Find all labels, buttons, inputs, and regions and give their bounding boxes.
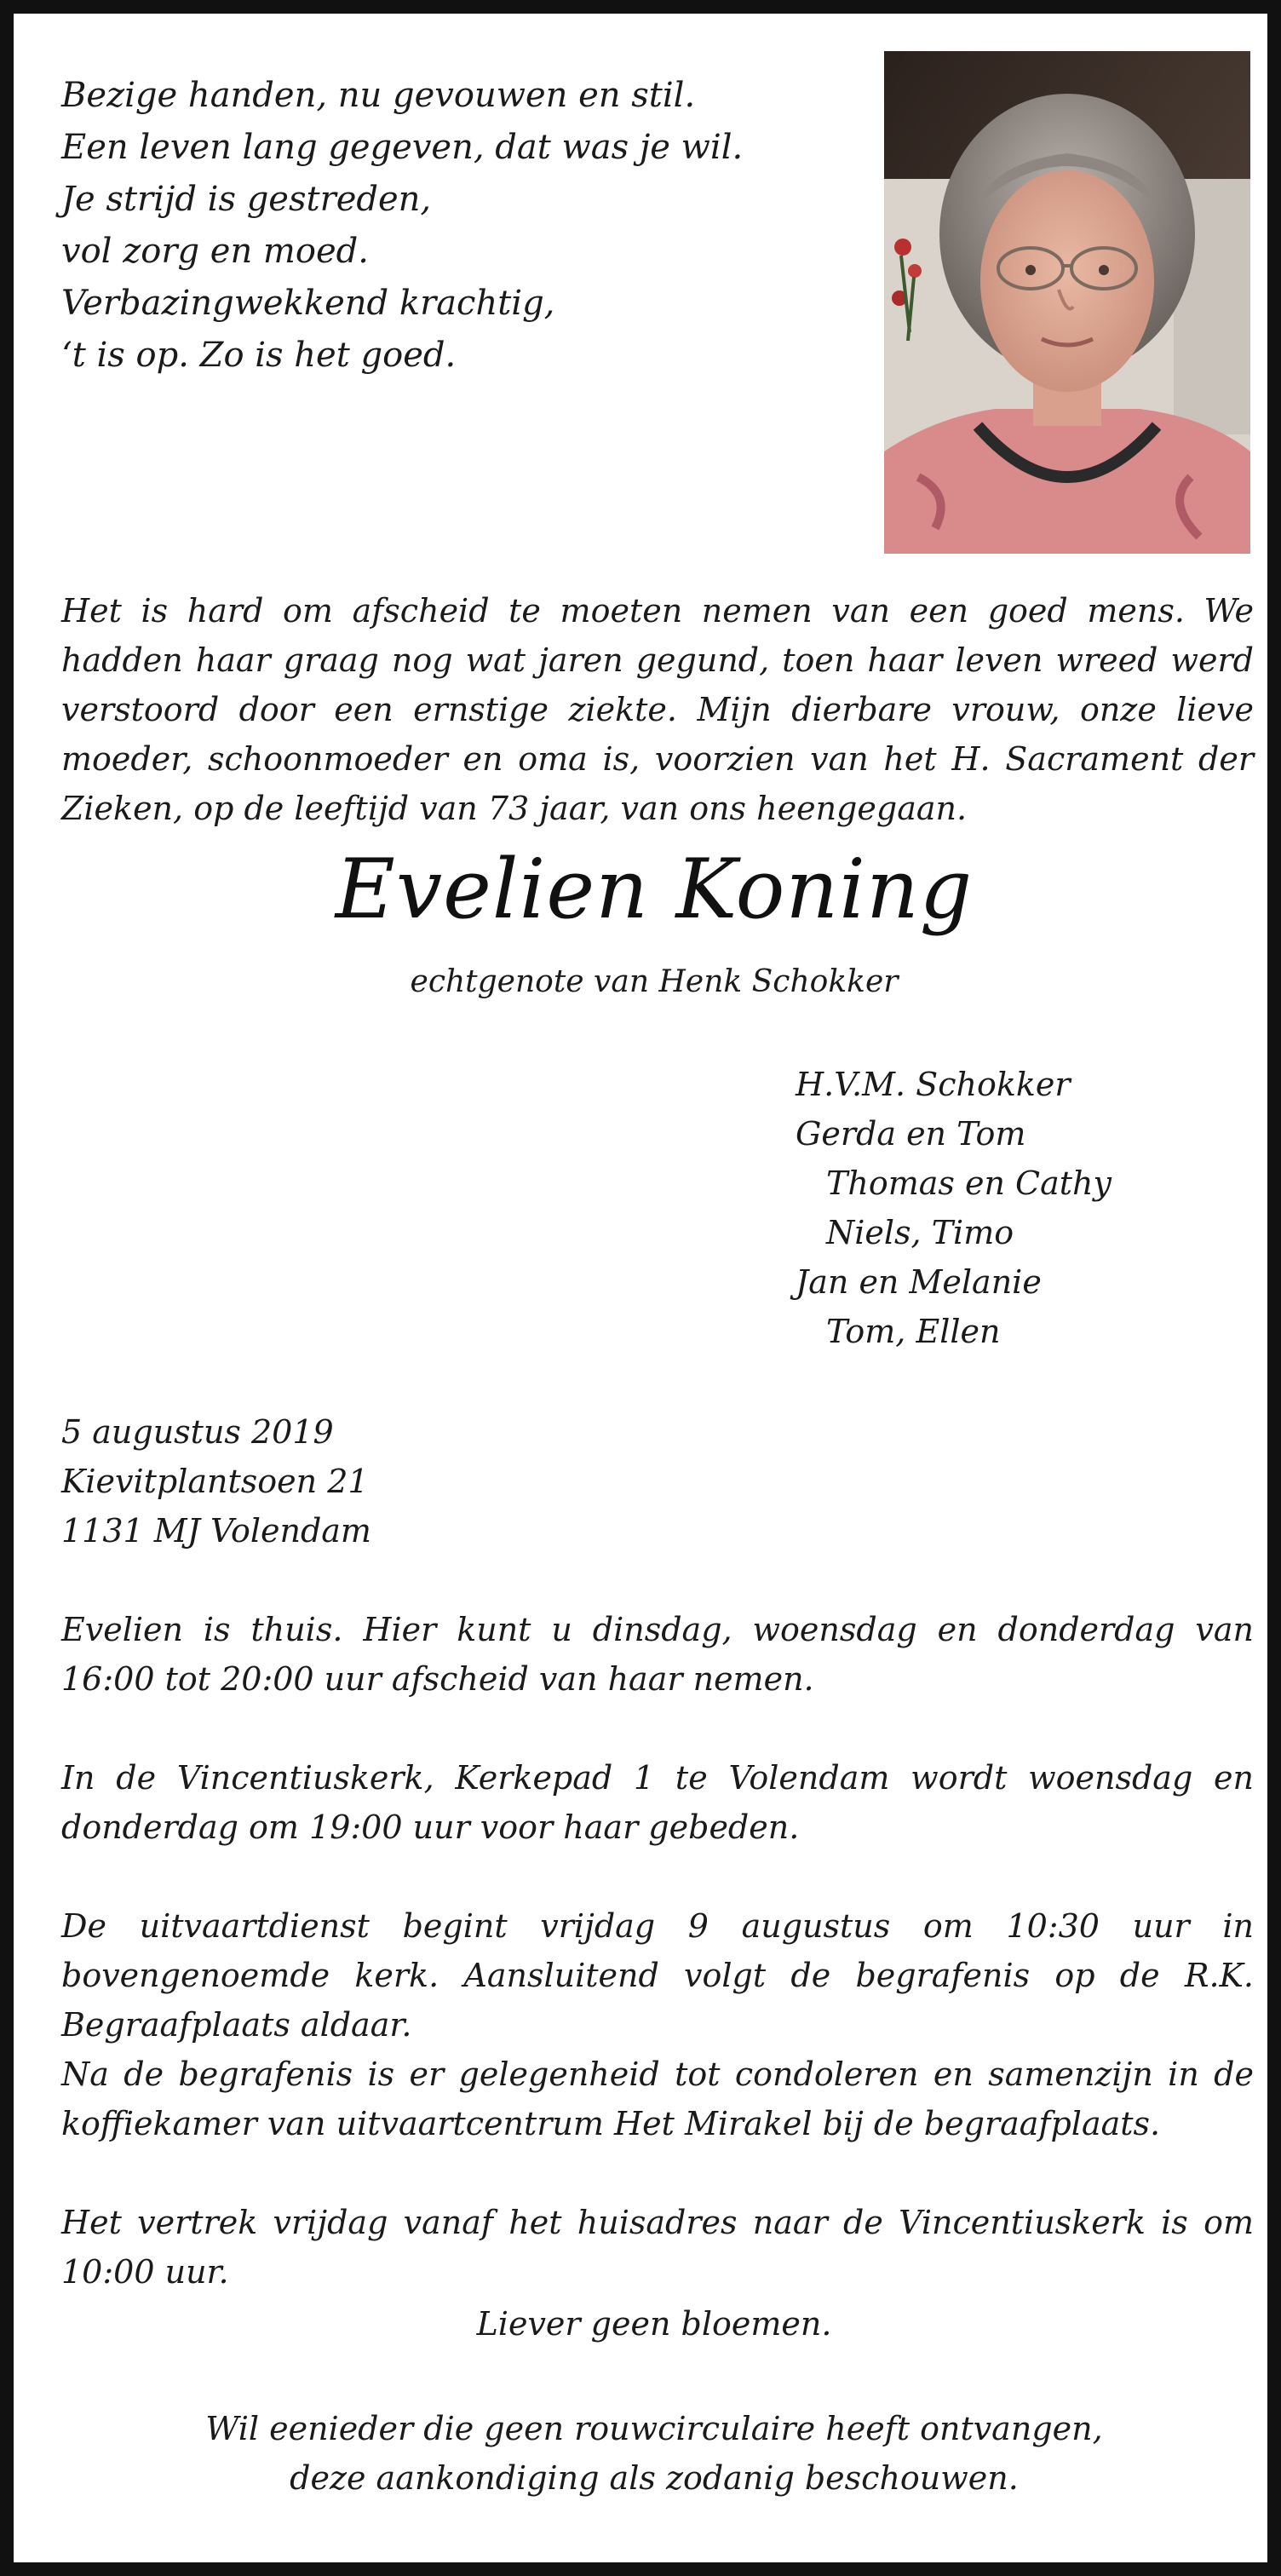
family-member: Thomas en Cathy	[826, 1164, 1112, 1202]
closing-line: Wil eenieder die geen rouwcirculaire heeft ontvangen,	[205, 2410, 1103, 2447]
date-address-block	[61, 1407, 371, 1555]
date-line: 5 augustus 2019	[61, 1413, 334, 1451]
funeral-paragraph: De uitvaartdienst begint vrijdag 9 augustus om 10:30 uur in bovengenoemde kerk. Aansluitend volgt de begrafenis op de R.K. Begraafplaats aldaar.	[61, 1907, 1254, 2044]
poem-line: Je strijd is gestreden,	[61, 180, 432, 219]
street-line: Kievitplantsoen 21	[61, 1463, 369, 1500]
poem-line: Verbazingwekkend krachtig,	[61, 284, 555, 323]
family-member: H.V.M. Schokker	[796, 1066, 1071, 1103]
family-member: Tom, Ellen	[826, 1313, 1001, 1350]
family-member: Gerda en Tom	[796, 1115, 1026, 1153]
condolence-paragraph: Na de begrafenis is er gelegenheid tot condoleren en samenzijn in de koffiekamer van uitvaartcentrum Het Mirakel bij de begraafplaats.	[61, 2056, 1254, 2142]
family-member: Jan en Melanie	[796, 1263, 1042, 1301]
spouse-line: echtgenote van Henk Schokker	[410, 964, 899, 999]
poem-line: ‘t is op. Zo is het goed.	[61, 336, 457, 375]
poem-line: Een leven lang gegeven, dat was je wil.	[61, 128, 744, 167]
deceased-name: Evelien Koning	[335, 842, 974, 937]
portrait-photo	[884, 51, 1250, 554]
prayer-paragraph: In de Vincentiuskerk, Kerkepad 1 te Volendam wordt woensdag en donderdag om 19:00 uur voor haar gebeden.	[61, 1759, 1254, 1846]
poem-line: vol zorg en moed.	[61, 232, 369, 271]
city-line: 1131 MJ Volendam	[61, 1512, 371, 1550]
closing-line: deze aankondiging als zodanig beschouwen.	[290, 2459, 1019, 2497]
poem-line: Bezige handen, nu gevouwen en stil.	[61, 76, 696, 115]
family-member: Niels, Timo	[826, 1214, 1014, 1251]
intro-text: Het is hard om afscheid te moeten nemen van een goed mens. We hadden haar graag nog wat jaren gegund, toen haar leven wreed werd verstoord door een ernstige ziekte. Mijn dierbare vrouw, onze lieve moeder, schoonmoeder en oma is, voorzien van het H. Sacrament der Zieken, op de leeftijd van 73 jaar, van ons heengegaan.	[61, 592, 1254, 827]
no-flowers-note: Liever geen bloemen.	[476, 2305, 832, 2343]
poem	[61, 70, 743, 382]
family-list	[796, 1060, 1112, 1356]
portrait-image	[884, 51, 1250, 554]
departure-paragraph: Het vertrek vrijdag vanaf het huisadres naar de Vincentiuskerk is om 10:00 uur.	[61, 2204, 1254, 2291]
visitation-paragraph: Evelien is thuis. Hier kunt u dinsdag, woensdag en donderdag van 16:00 tot 20:00 uur afscheid van haar nemen.	[61, 1611, 1254, 1698]
closing-note	[14, 2404, 1281, 2503]
